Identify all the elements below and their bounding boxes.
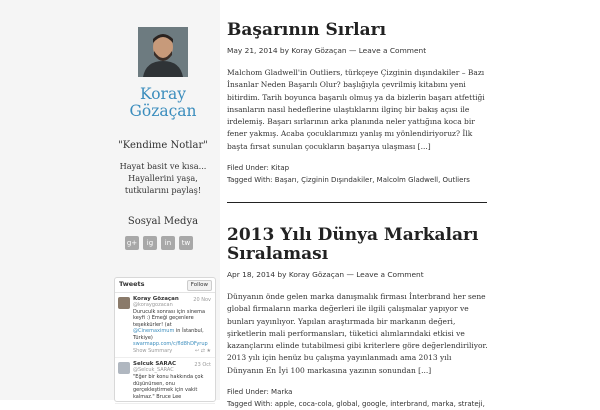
tweet-author-name[interactable]: Koray Gözaçan bbox=[133, 296, 179, 302]
site-title-line2[interactable]: Gözaçan bbox=[129, 102, 197, 120]
google-plus-icon[interactable]: g+ bbox=[125, 236, 139, 250]
tweet-text-part: Duruculk sonrası için sinema keyfi :) Emeği geçenlere teşekkürler! (at bbox=[133, 309, 206, 328]
site-description: "Kendime Notlar" bbox=[118, 140, 208, 151]
post-date: Apr 18, 2014 bbox=[227, 270, 276, 279]
tweet-text-part: in İstanbul, Türkiye) bbox=[133, 328, 204, 341]
meta-separator: — bbox=[346, 270, 354, 279]
tweet-author-name[interactable]: Selcuk SARAC bbox=[133, 361, 177, 368]
linkedin-icon[interactable]: in bbox=[161, 236, 175, 250]
post-title[interactable]: Başarının Sırları bbox=[227, 20, 387, 40]
post-by: by bbox=[277, 270, 287, 279]
post-article bbox=[227, 21, 489, 203]
post-date: May 21, 2014 bbox=[227, 46, 278, 55]
filed-under-label: Filed Under: bbox=[227, 164, 269, 173]
post-tags bbox=[227, 399, 489, 410]
follow-button[interactable]: Follow bbox=[187, 280, 212, 291]
site-title-line1[interactable]: Koray bbox=[140, 85, 186, 103]
post-article bbox=[227, 226, 489, 410]
category-link[interactable]: Kitap bbox=[271, 164, 290, 173]
tweet-date[interactable]: 23 Oct bbox=[194, 362, 211, 369]
tweets-widget bbox=[114, 277, 216, 402]
tweet-item[interactable] bbox=[115, 293, 215, 358]
tweet-avatar[interactable] bbox=[118, 362, 130, 374]
intro-line: Hayallerini yaşa, bbox=[128, 173, 198, 183]
tweet-item[interactable] bbox=[115, 358, 215, 404]
tagged-with-label: Tagged With: bbox=[227, 175, 273, 184]
tweet-author-handle[interactable]: @Selcuk_SARAC bbox=[133, 367, 174, 374]
post-tags bbox=[227, 175, 489, 187]
tweets-title: Tweets bbox=[119, 280, 145, 288]
post-author-link[interactable]: Koray Gözaçan bbox=[288, 270, 345, 279]
social-media-title: Sosyal Medya bbox=[127, 216, 199, 227]
post-title[interactable]: 2013 Yılı Dünya Markaları Sıralaması bbox=[227, 225, 479, 264]
tagged-with-label: Tagged With: bbox=[227, 399, 273, 408]
meta-separator: — bbox=[348, 46, 357, 55]
post-categories bbox=[227, 387, 489, 399]
twitter-icon[interactable]: tw bbox=[179, 236, 193, 250]
tweet-footer bbox=[133, 348, 211, 354]
tweet-actions-icon[interactable]: ↩ ⇄ ★ bbox=[194, 348, 211, 355]
leave-comment-link[interactable]: Leave a Comment bbox=[358, 46, 427, 55]
author-photo bbox=[138, 27, 188, 77]
leave-comment-link[interactable]: Leave a Comment bbox=[356, 270, 424, 279]
post-excerpt: Dünyanın önde gelen marka danışmalık firması İnterbrand her sene global firmaların marka değerleri ile ilgili çalışmalar yapıyor ve bunları yayınlıyor. Yapılan araştırmada bir markanın değeri, şirketlerin mali performansları, tüketici alımlarındaki etkisi ve kazançlarını elinde tutabilmesi gibi kriterlere göre değerlendiriliyor. 2013 yılı için henüz bu çalışma yayınlanmadı ama 2013 yılı Dünyanın En İyi 100 markasına yazının sonundan [...] bbox=[227, 292, 488, 375]
tweet-date[interactable]: 20 Nov bbox=[193, 297, 211, 303]
tweets-header bbox=[115, 278, 215, 293]
tweet-mention-link[interactable]: @Cinemaximum bbox=[133, 328, 175, 335]
main-content bbox=[227, 0, 489, 408]
author-avatar[interactable] bbox=[138, 27, 188, 77]
instagram-icon[interactable]: ig bbox=[143, 236, 157, 250]
filed-under-label: Filed Under: bbox=[227, 388, 269, 397]
tweet-avatar[interactable] bbox=[118, 297, 130, 309]
post-taxonomy bbox=[227, 387, 489, 410]
post-by: by bbox=[279, 46, 289, 55]
tweet-text: "Eğer bir konu hakkında çok düşünürsen, onu gerçekleştirmek için vakit kalmaz." Bruce Lee bbox=[133, 374, 204, 400]
post-categories bbox=[227, 163, 489, 175]
post-divider bbox=[227, 202, 487, 203]
intro-line: Hayat basit ve kısa... bbox=[119, 161, 207, 171]
show-summary-link[interactable]: Show Summary bbox=[133, 348, 173, 355]
post-excerpt: Malchom Gladwell'in Outliers, türkçeye Çizginin dışındakiler – Bazı İnsanlar Neden Başarılı Olur? başlığıyla çevrilmiş kitabını yeni bitirdim. Tarih boyunca başarılı olmuş ya da bizlerin başarı atfettiği insanların nasıl hedeflerine ulaştıklarını ilginç bir bakış açısı ile irdelemiş. Başarı sırlarının arka planında neler yattığına koca bir fener yakmış. Acaba çocuklarımızı yanlış mı yönlendiriyoruz? İlk başta fırsat sunulan çocukların başarıya ulaşması [...] bbox=[227, 68, 485, 151]
post-taxonomy bbox=[227, 163, 489, 186]
tweet-url-link[interactable]: swarmapp.com/c/fld8hDFyrup bbox=[133, 341, 208, 348]
tweet-author-handle[interactable]: @koraygozacan bbox=[133, 302, 173, 308]
intro-text bbox=[110, 160, 216, 196]
social-icons bbox=[125, 236, 193, 250]
tweet-text bbox=[133, 309, 211, 347]
tag-links[interactable]: Başarı, Çizginin Dışındakiler, Malcolm Gladwell, Outliers bbox=[274, 175, 470, 184]
post-author-link[interactable]: Koray Gözaçan bbox=[291, 46, 347, 55]
post-meta bbox=[227, 46, 489, 55]
tag-links[interactable]: apple, coca-cola, global, google, interbrand, marka, strateji, bbox=[274, 399, 485, 408]
post-meta bbox=[227, 270, 489, 279]
site-title[interactable] bbox=[110, 86, 216, 120]
category-link[interactable]: Marka bbox=[271, 388, 293, 397]
intro-line: tutkularını paylaş! bbox=[124, 185, 202, 195]
sidebar bbox=[0, 0, 220, 400]
